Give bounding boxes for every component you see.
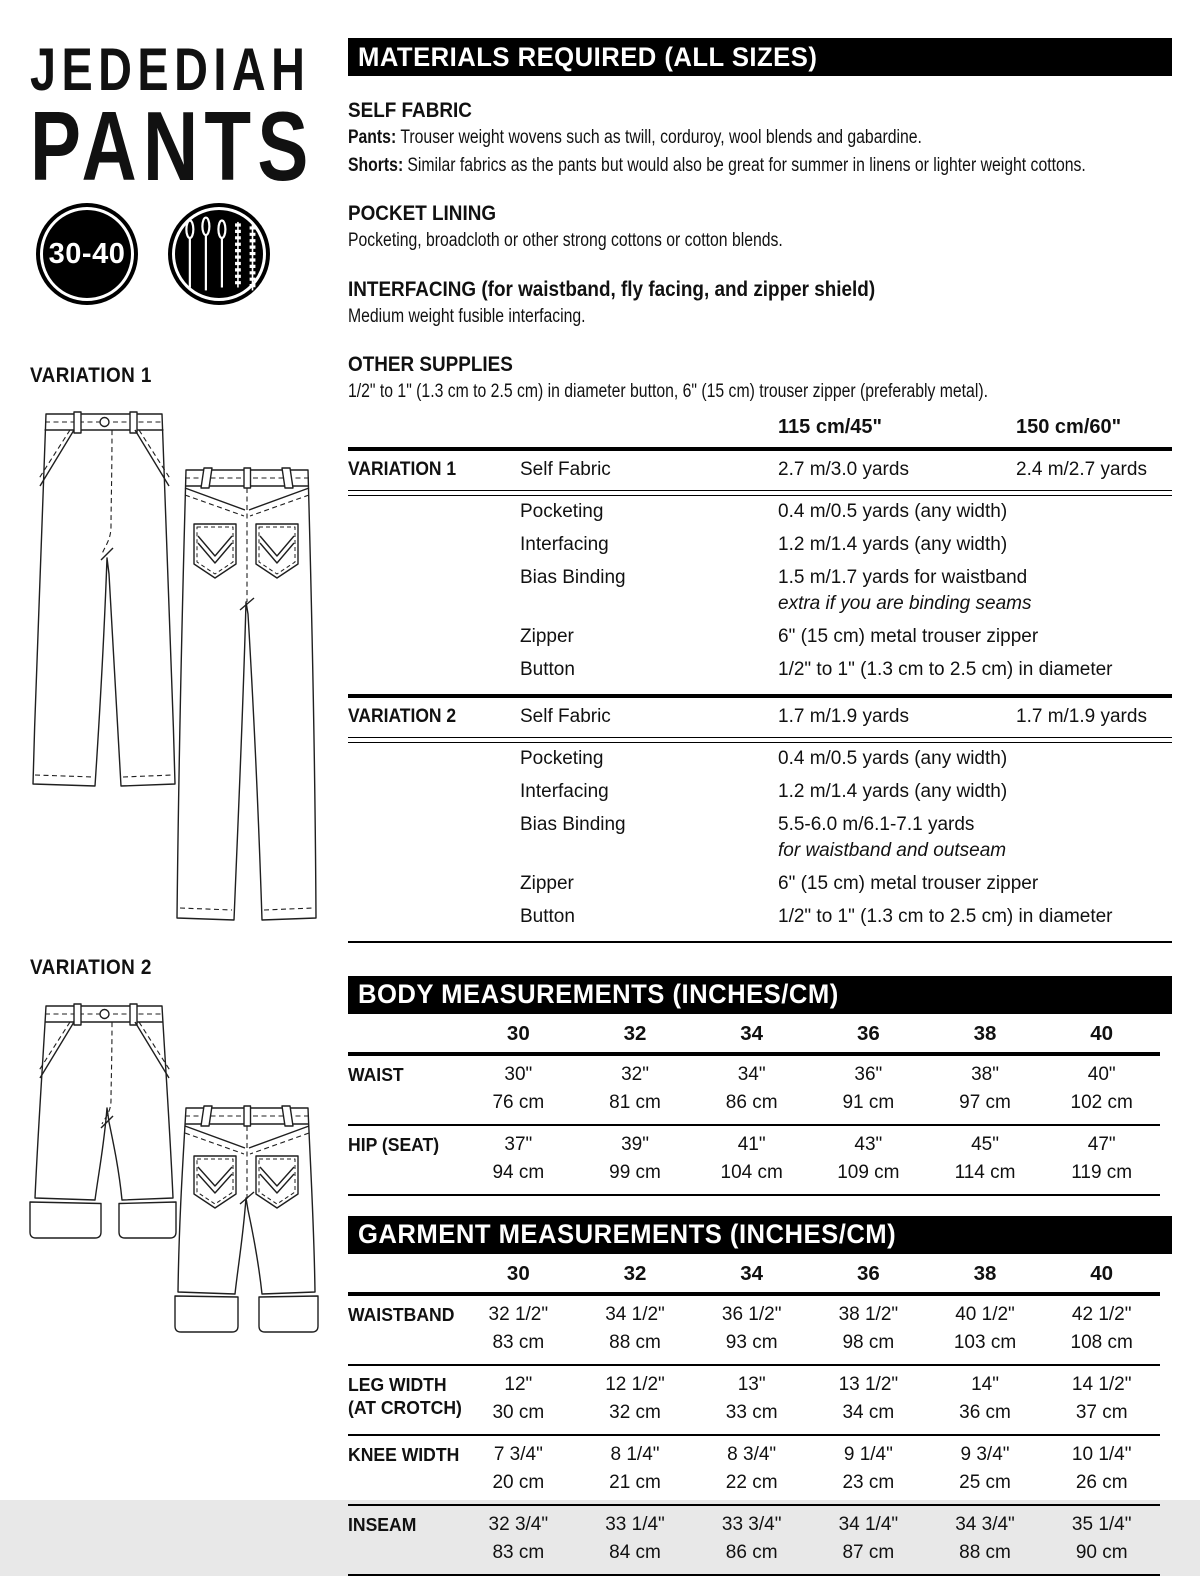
item-cell: Self Fabric [520, 705, 611, 727]
body-text-line [348, 378, 1176, 406]
inches-value: 9 3/4" [960, 1443, 1010, 1465]
cm-value: 88 cm [609, 1331, 661, 1353]
inches-value: 36" [854, 1063, 883, 1085]
size-header: 40 [1090, 1021, 1114, 1045]
text-body: Similar fabrics as the pants but would also be great for summer in linens or lighter weight cottons. [407, 154, 1086, 176]
item-cell: Pocketing [520, 748, 604, 769]
inches-value: 40 1/2" [955, 1303, 1015, 1325]
item-cell: Bias Binding [520, 814, 626, 835]
section-heading: SELF FABRIC [348, 99, 472, 122]
measurement-row [348, 1506, 1160, 1574]
pocket-lining-section [348, 200, 1172, 255]
size-header: 30 [506, 1021, 530, 1045]
cm-value: 102 cm [1070, 1091, 1133, 1113]
materials-section-header [348, 38, 1172, 76]
cm-value: 83 cm [492, 1331, 545, 1353]
logo-title-line2: PANTS [30, 91, 315, 201]
size-header: 38 [973, 1021, 997, 1045]
cm-value: 86 cm [725, 1541, 778, 1563]
cm-value: 25 cm [959, 1471, 1011, 1493]
variation-1-label: VARIATION 1 [30, 364, 152, 387]
section-heading: INTERFACING (for waistband, fly facing, and zipper shield) [348, 277, 876, 301]
text-lead: Shorts: [348, 154, 404, 176]
body-text-line [348, 152, 1176, 180]
item-cell: Bias Binding [520, 567, 626, 588]
cm-value: 37 cm [1075, 1401, 1128, 1423]
inches-value: 32 1/2" [488, 1303, 549, 1325]
inches-value: 10 1/4" [1071, 1443, 1132, 1465]
value-45-cell: 1.7 m/1.9 yards [778, 705, 909, 727]
inches-value: 13" [737, 1373, 766, 1395]
inches-value: 33 3/4" [721, 1513, 782, 1535]
cm-value: 81 cm [609, 1091, 661, 1113]
inches-value: 13 1/2" [838, 1373, 899, 1395]
size-header: 36 [856, 1021, 880, 1045]
value-cell: 1.2 m/1.4 yards (any width) [778, 781, 1008, 802]
inches-value: 14" [971, 1373, 999, 1395]
cm-value: 109 cm [837, 1161, 900, 1183]
variation-2-label: VARIATION 2 [30, 956, 152, 979]
inches-value: 47" [1087, 1133, 1116, 1155]
inches-value: 36 1/2" [721, 1303, 782, 1325]
body-text-line [348, 227, 1176, 255]
item-cell: Pocketing [520, 501, 604, 522]
size-header: 34 [740, 1261, 764, 1285]
item-cell: Interfacing [520, 781, 609, 802]
variation-label-cell: VARIATION 1 [348, 458, 457, 480]
size-header: 40 [1090, 1261, 1114, 1285]
value-cell [778, 812, 1172, 864]
size-header: 38 [973, 1261, 997, 1285]
cm-value: 103 cm [953, 1331, 1017, 1353]
item-cell: Interfacing [520, 534, 609, 555]
garment-measurements-header [348, 1216, 1172, 1254]
inches-value: 43" [854, 1133, 883, 1155]
measurement-row [348, 1436, 1160, 1504]
value-60-cell: 1.7 m/1.9 yards [1016, 705, 1147, 727]
body-measurements-table [348, 1014, 1160, 1196]
inches-value: 38" [971, 1063, 999, 1085]
other-supplies-section [348, 351, 1172, 406]
inches-value: 33 1/4" [605, 1513, 665, 1535]
cm-value: 108 cm [1070, 1331, 1133, 1353]
inches-value: 41" [737, 1133, 766, 1155]
cm-value: 86 cm [725, 1091, 778, 1113]
badge-row [36, 203, 270, 305]
text-body: 1/2" to 1" (1.3 cm to 2.5 cm) in diameter button, 6" (15 cm) trouser zipper (preferably metal). [348, 381, 988, 402]
cm-value: 98 cm [842, 1331, 895, 1353]
cm-value: 83 cm [492, 1541, 545, 1563]
cm-value: 84 cm [609, 1541, 661, 1563]
value-cell: 6" (15 cm) metal trouser zipper [778, 626, 1039, 647]
cm-value: 90 cm [1075, 1541, 1128, 1563]
self-fabric-section [348, 97, 1172, 179]
table-row [348, 776, 1172, 809]
item-cell: Zipper [520, 626, 574, 647]
body-text-line [348, 303, 1176, 331]
body-measurements-title: BODY MEASUREMENTS (INCHES/CM) [358, 979, 839, 1009]
cm-value: 30 cm [492, 1401, 545, 1423]
needles-icon [168, 203, 270, 305]
cm-value: 114 cm [954, 1161, 1016, 1183]
text-body: Trouser weight wovens such as twill, corduroy, wool blends and gabardine. [400, 127, 922, 148]
inches-value: 34 1/4" [838, 1513, 899, 1535]
fabric-table-header-row [348, 414, 1172, 447]
interfacing-section [348, 276, 1172, 331]
item-cell: Button [520, 659, 575, 680]
cm-value: 32 cm [609, 1401, 661, 1423]
fabric-width-header-60: 150 cm/60" [1016, 415, 1122, 438]
cm-value: 26 cm [1075, 1471, 1128, 1493]
value-cell: 6" (15 cm) metal trouser zipper [778, 873, 1039, 894]
table-row [348, 496, 1172, 529]
cm-value: 21 cm [609, 1471, 661, 1493]
table-row [348, 743, 1172, 776]
inches-value: 34 3/4" [955, 1513, 1015, 1535]
inches-value: 32" [621, 1063, 649, 1085]
table-row [348, 529, 1172, 562]
materials-section-title: MATERIALS REQUIRED (ALL SIZES) [358, 41, 818, 72]
value-note: extra if you are binding seams [778, 593, 1032, 614]
inches-value: 9 1/4" [843, 1443, 893, 1465]
fabric-width-header-45: 115 cm/45" [778, 415, 883, 438]
value-text: 1.5 m/1.7 yards for waistband [778, 567, 1028, 588]
size-header: 34 [740, 1021, 764, 1045]
inches-value: 34" [737, 1063, 766, 1085]
value-note: for waistband and outseam [778, 840, 1007, 861]
inches-value: 40" [1087, 1063, 1116, 1085]
cm-value: 91 cm [842, 1091, 895, 1113]
inches-value: 42 1/2" [1071, 1303, 1132, 1325]
value-cell: 0.4 m/0.5 yards (any width) [778, 748, 1008, 769]
item-cell: Self Fabric [520, 458, 611, 480]
inches-value: 38 1/2" [838, 1303, 899, 1325]
section-heading: OTHER SUPPLIES [348, 353, 513, 376]
garment-measurements-title: GARMENT MEASUREMENTS (INCHES/CM) [358, 1219, 897, 1249]
value-45-cell: 2.7 m/3.0 yards [778, 458, 909, 480]
size-header-row [348, 1014, 1160, 1052]
value-cell: 1.2 m/1.4 yards (any width) [778, 534, 1008, 555]
measurement-row [348, 1366, 1160, 1434]
cm-value: 76 cm [492, 1091, 545, 1113]
cm-value: 20 cm [492, 1471, 545, 1493]
value-cell: 0.4 m/0.5 yards (any width) [778, 501, 1008, 522]
measurement-row [348, 1296, 1160, 1364]
table-row [348, 621, 1172, 654]
divider [348, 941, 1172, 943]
text-body: Pocketing, broadcloth or other strong cottons or cotton blends. [348, 230, 783, 251]
size-header-row [348, 1254, 1160, 1292]
inches-value: 12 1/2" [605, 1373, 665, 1395]
section-heading: POCKET LINING [348, 202, 497, 225]
variation-label-cell: VARIATION 2 [348, 705, 457, 727]
table-row [348, 451, 1172, 490]
cm-value: 94 cm [492, 1161, 545, 1183]
size-range-label: 30-40 [48, 237, 126, 270]
inches-value: 35 1/4" [1071, 1513, 1132, 1535]
inches-value: 7 3/4" [493, 1443, 543, 1465]
table-row [348, 562, 1172, 621]
row-label: KNEE WIDTH [348, 1443, 460, 1465]
item-cell: Zipper [520, 873, 574, 894]
divider [348, 1574, 1160, 1576]
inches-value: 32 3/4" [488, 1513, 549, 1535]
value-60-cell: 2.4 m/2.7 yards [1016, 458, 1147, 480]
value-cell: 1/2" to 1" (1.3 cm to 2.5 cm) in diameter [778, 906, 1113, 927]
size-range-badge [36, 203, 138, 305]
inches-value: 45" [971, 1133, 999, 1155]
cm-value: 36 cm [959, 1401, 1011, 1423]
row-label: LEG WIDTH [348, 1373, 447, 1395]
body-text-line [348, 124, 1176, 152]
row-label: WAIST [348, 1063, 404, 1085]
table-row [348, 901, 1172, 934]
cm-value: 23 cm [842, 1471, 895, 1493]
measurement-row [348, 1126, 1160, 1194]
cm-value: 88 cm [959, 1541, 1011, 1563]
size-header: 30 [506, 1261, 530, 1285]
row-label: WAISTBAND [348, 1303, 455, 1325]
needles-badge [168, 203, 270, 305]
item-cell: Button [520, 906, 575, 927]
inches-value: 37" [504, 1133, 533, 1155]
table-row [348, 698, 1172, 737]
table-row [348, 868, 1172, 901]
text-lead: Pants: [348, 127, 397, 148]
table-row [348, 809, 1172, 868]
content-column [348, 38, 1172, 1576]
value-cell [778, 565, 1172, 617]
cm-value: 33 cm [725, 1401, 778, 1423]
cm-value: 104 cm [720, 1161, 783, 1183]
cm-value: 99 cm [609, 1161, 661, 1183]
cm-value: 93 cm [725, 1331, 778, 1353]
logo-title-line1: JEDEDIAH [30, 36, 311, 103]
inches-value: 12" [504, 1373, 533, 1395]
garment-measurements-table [348, 1254, 1160, 1576]
inches-value: 8 3/4" [727, 1443, 777, 1465]
size-header: 32 [623, 1261, 647, 1285]
size-header: 36 [856, 1261, 880, 1285]
body-measurements-header [348, 976, 1172, 1014]
divider [348, 1194, 1160, 1196]
variation-1-pants-illustration [22, 392, 322, 942]
logo [30, 36, 395, 201]
fabric-requirements-table [348, 414, 1172, 943]
text-body: Medium weight fusible interfacing. [348, 305, 586, 327]
inches-value: 30" [504, 1063, 533, 1085]
size-header: 32 [623, 1021, 647, 1045]
cm-value: 22 cm [725, 1471, 778, 1493]
value-cell: 1/2" to 1" (1.3 cm to 2.5 cm) in diameter [778, 659, 1113, 680]
table-row [348, 654, 1172, 687]
row-label-line2: (AT CROTCH) [348, 1396, 462, 1418]
inches-value: 8 1/4" [610, 1443, 660, 1465]
value-text: 5.5-6.0 m/6.1-7.1 yards [778, 814, 975, 835]
measurement-row [348, 1056, 1160, 1124]
row-label: INSEAM [348, 1513, 417, 1535]
cm-value: 87 cm [842, 1541, 895, 1563]
cm-value: 119 cm [1071, 1161, 1133, 1183]
cm-value: 97 cm [959, 1091, 1011, 1113]
row-label: HIP (SEAT) [348, 1133, 440, 1155]
cm-value: 34 cm [842, 1401, 895, 1423]
inches-value: 14 1/2" [1071, 1373, 1132, 1395]
variation-2-shorts-illustration [22, 984, 322, 1349]
inches-value: 39" [621, 1133, 649, 1155]
inches-value: 34 1/2" [605, 1303, 665, 1325]
